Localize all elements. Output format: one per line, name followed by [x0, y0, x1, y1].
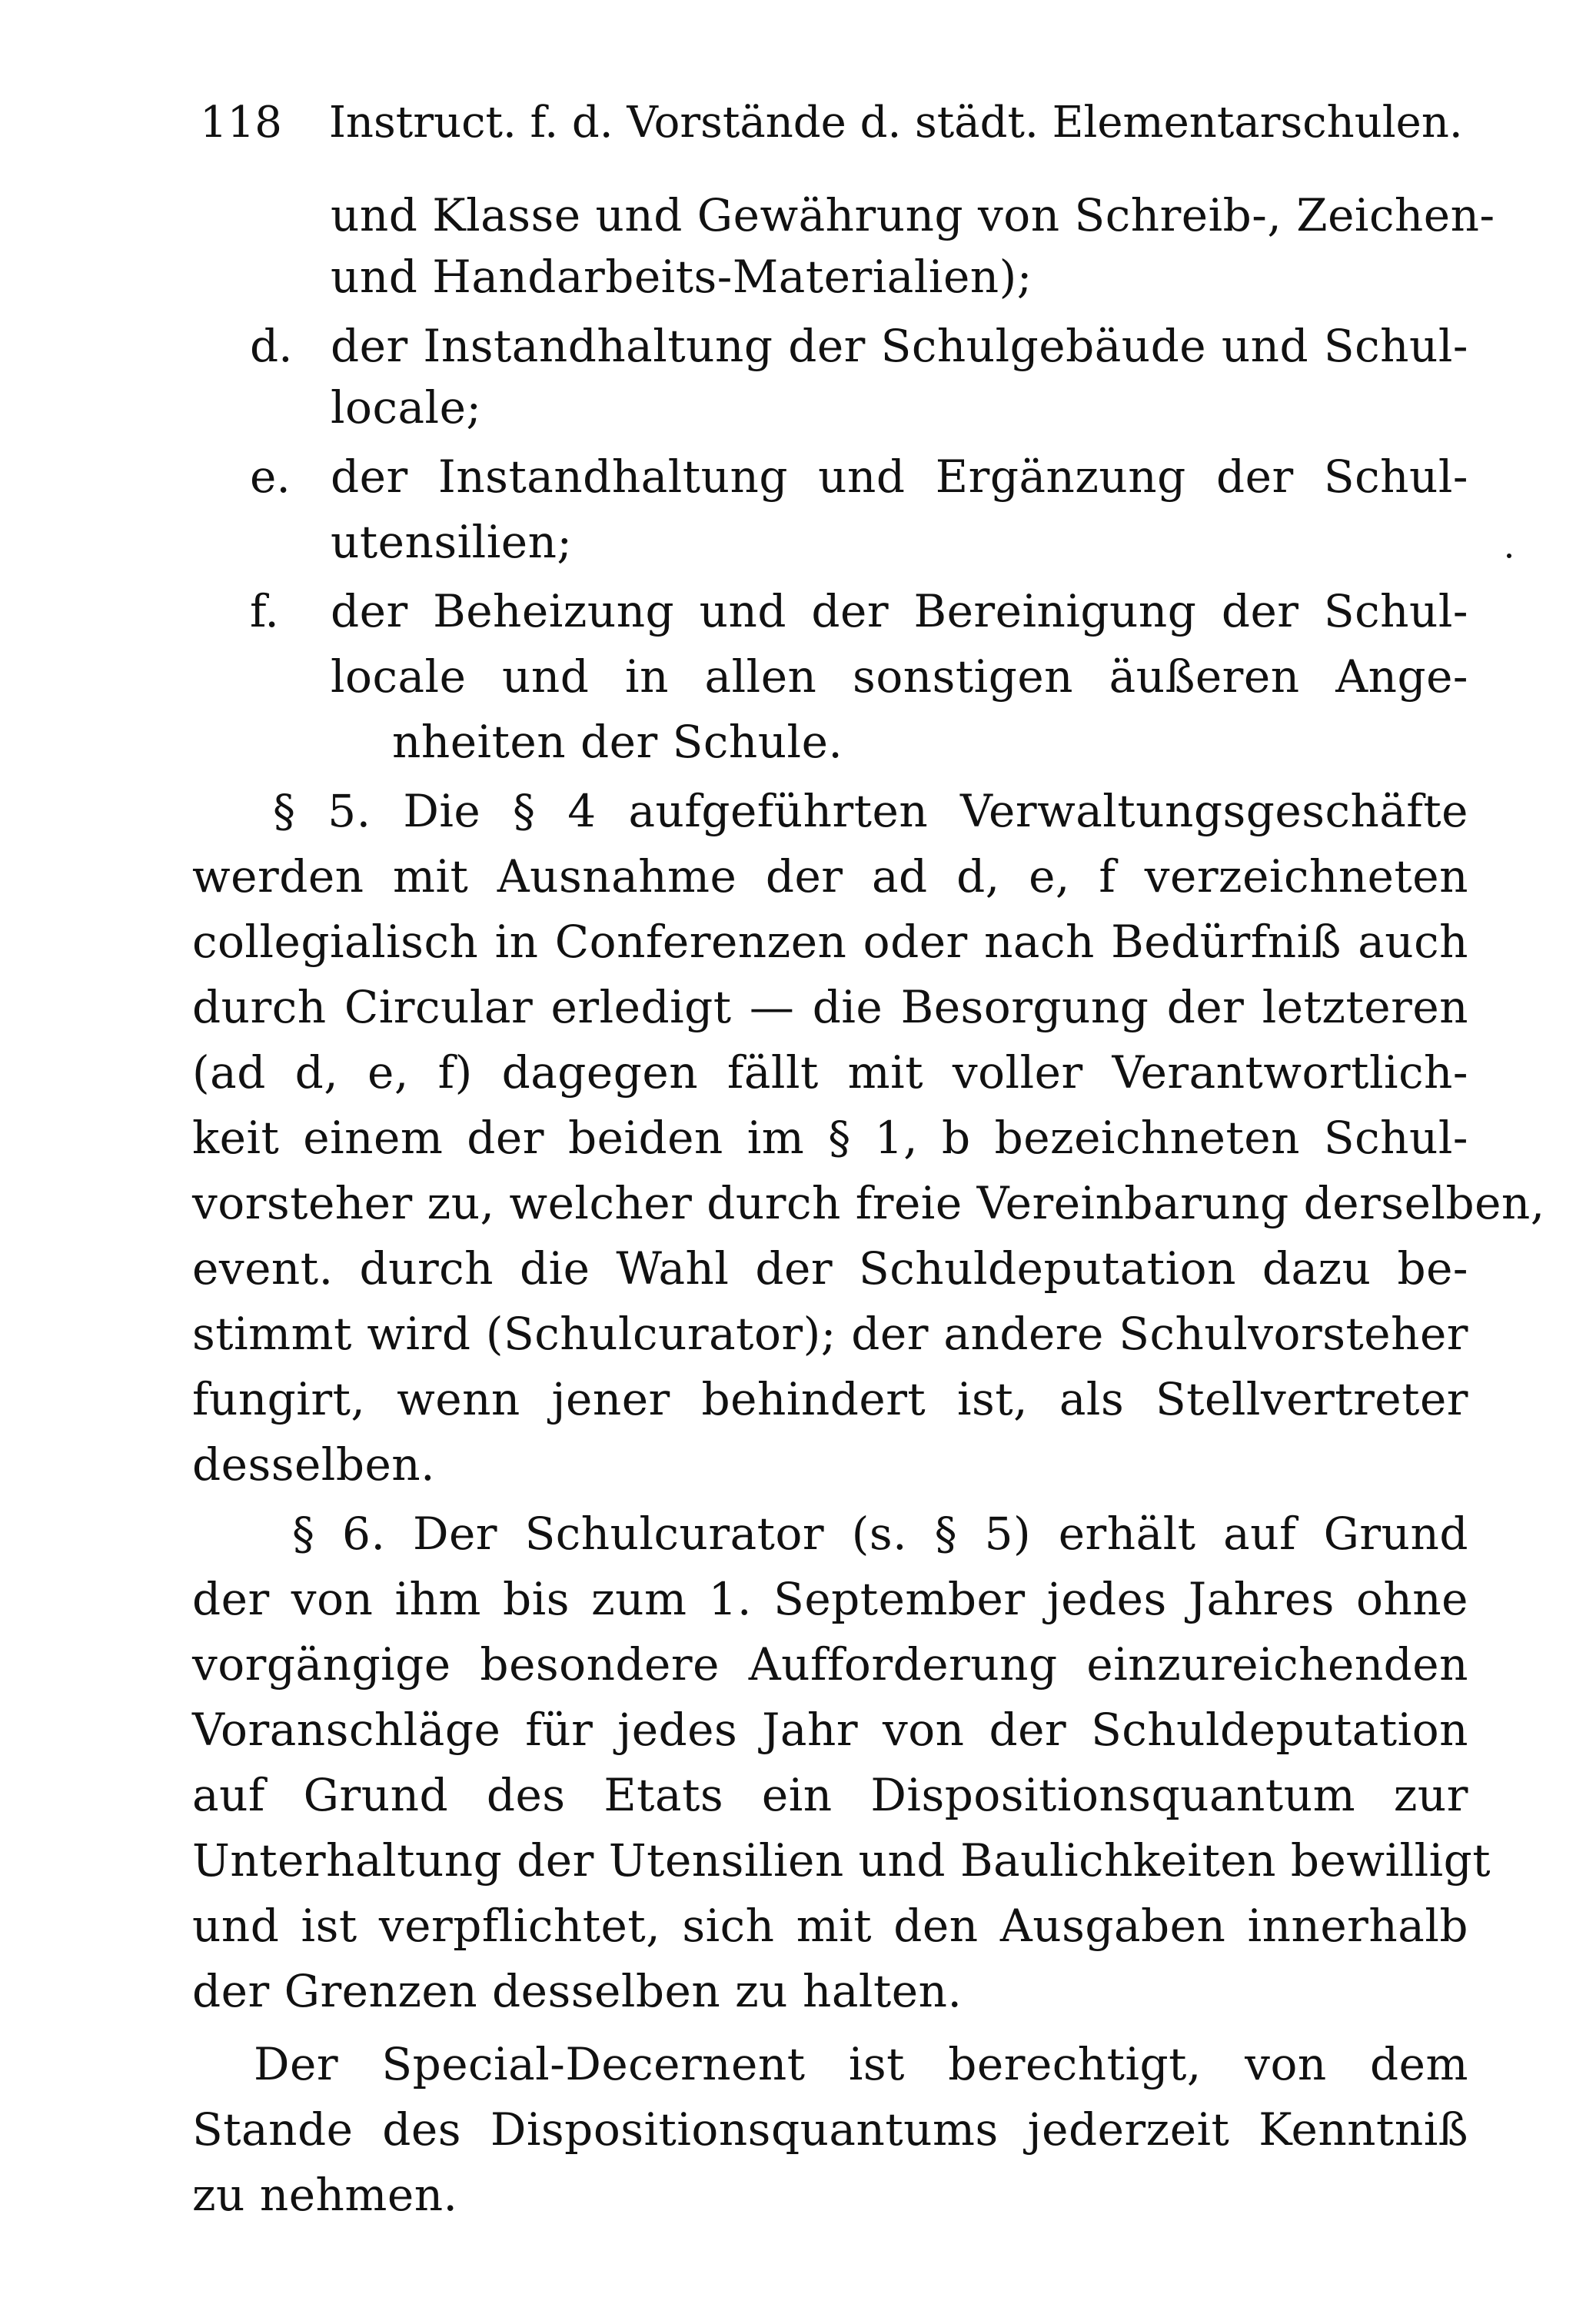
text-line: der Instandhaltung der Schulgebäude und Schul-	[331, 320, 1468, 372]
text-line: der Grenzen desselben zu halten.	[192, 1965, 963, 2017]
section-6-first-line: § 6. Der Schulcurator (s. § 5) erhält auf Grund	[292, 1508, 1468, 1560]
text-line: desselben.	[192, 1438, 436, 1491]
text-line: Stande des Dispositionsquantums jederzeit Kenntniß	[192, 2103, 1468, 2156]
text-line: locale;	[331, 381, 482, 434]
list-label-e: e.	[250, 450, 291, 503]
text-line: vorsteher zu, welcher durch freie Vereinbarung derselben,	[192, 1177, 1545, 1229]
text-line: durch Circular erledigt — die Besorgung der letzteren	[192, 981, 1468, 1033]
text-line: event. durch die Wahl der Schuldeputation dazu be-	[192, 1242, 1468, 1295]
text-line: Unterhaltung der Utensilien und Baulichkeiten bewilligt	[192, 1834, 1491, 1887]
text-line: der Instandhaltung und Ergänzung der Schul-	[331, 450, 1468, 503]
running-head: Instruct. f. d. Vorstände d. städt. Elementarschulen.	[328, 98, 1463, 148]
text-line: der Beheizung und der Bereinigung der Schul-	[331, 585, 1468, 637]
text-line: utensilien;	[331, 516, 573, 568]
text-line: und ist verpflichtet, sich mit den Ausgaben innerhalb	[192, 1900, 1468, 1952]
text-line: fungirt, wenn jener behindert ist, als Stellvertreter	[192, 1373, 1468, 1425]
section-5-first-line: § 5. Die § 4 aufgeführten Verwaltungsgeschäfte	[273, 785, 1468, 837]
text-line: (ad d, e, f) dagegen fällt mit voller Verantwortlich-	[192, 1046, 1468, 1099]
text-line: nheiten der Schule.	[392, 716, 843, 768]
stray-mark	[1507, 554, 1511, 558]
text-line: zu nehmen.	[192, 2169, 458, 2221]
text-line: werden mit Ausnahme der ad d, e, f verzeichneten	[192, 850, 1468, 903]
text-line: collegialisch in Conferenzen oder nach Bedürfniß auch	[192, 916, 1468, 968]
text-line: der von ihm bis zum 1. September jedes Jahres ohne	[192, 1573, 1468, 1625]
text-line: und Klasse und Gewährung von Schreib-, Zeichen-	[331, 189, 1495, 241]
text-line: stimmt wird (Schulcurator); der andere Schulvorsteher	[192, 1308, 1468, 1360]
text-line: und Handarbeits-Materialien);	[331, 251, 1032, 303]
page-number: 118	[200, 98, 282, 148]
text-line: auf Grund des Etats ein Dispositionsquantum zur	[192, 1769, 1468, 1821]
text-line: locale und in allen sonstigen äußeren Ange-	[331, 650, 1468, 703]
page-header	[200, 92, 1463, 154]
text-line: Voranschläge für jedes Jahr von der Schuldeputation	[192, 1704, 1468, 1756]
list-label-f: f.	[250, 585, 279, 637]
list-label-d: d.	[250, 320, 293, 372]
final-paragraph-first-line: Der Special-Decernent ist berechtigt, von dem	[254, 2038, 1468, 2090]
text-line: keit einem der beiden im § 1, b bezeichneten Schul-	[192, 1112, 1468, 1164]
text-line: vorgängige besondere Aufforderung einzureichenden	[192, 1638, 1468, 1691]
